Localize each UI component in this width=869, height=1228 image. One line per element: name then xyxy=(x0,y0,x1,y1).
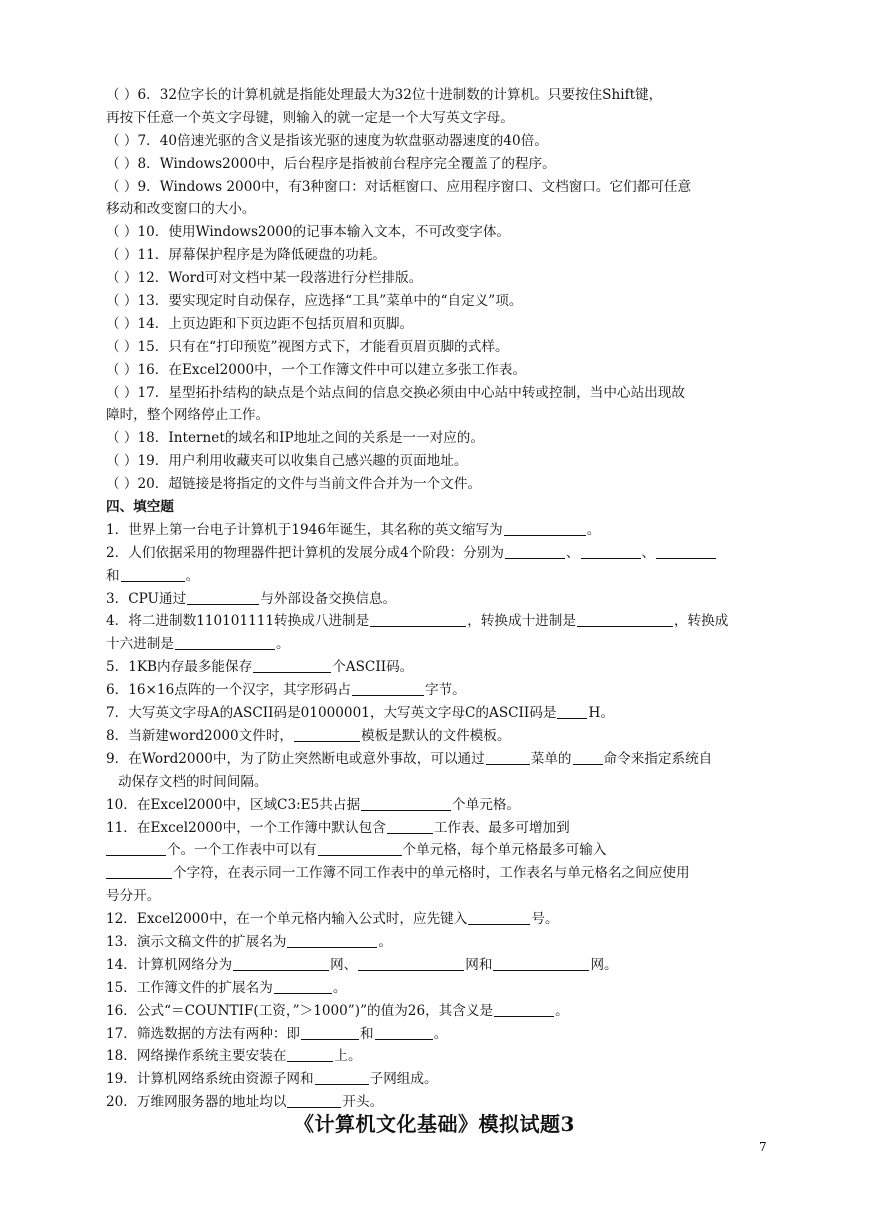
answer-blank[interactable] xyxy=(121,566,185,582)
answer-blank[interactable] xyxy=(294,726,360,742)
question-text: 4．将二进制数110101111转换成八进制是 xyxy=(106,613,370,630)
answer-blank[interactable] xyxy=(287,932,377,948)
answer-blank[interactable] xyxy=(106,840,166,856)
judgement-item-6-line-1: （ ）6．32位字长的计算机就是指能处理最大为32位十进制数的计算机。只要按住Shift键， xyxy=(106,87,663,103)
question-text: 和 xyxy=(106,567,120,584)
judgement-item-11: （ ）11．屏幕保护程序是为降低硬盘的功耗。 xyxy=(106,247,386,264)
answer-blank[interactable] xyxy=(318,840,402,856)
page-content xyxy=(106,84,766,1114)
answer-blank[interactable] xyxy=(315,1069,369,1085)
question-text: 。 xyxy=(586,521,601,538)
question-text: 3．CPU通过 xyxy=(106,590,187,607)
fill-question-11-line-1 xyxy=(106,817,766,840)
answer-blank[interactable] xyxy=(352,680,424,696)
answer-blank[interactable] xyxy=(375,1024,433,1040)
judgement-item-10: （ ）10．使用Windows2000的记事本输入文本，不可改变字体。 xyxy=(106,224,511,241)
answer-blank[interactable] xyxy=(504,520,586,536)
question-text: 个ASCII码。 xyxy=(332,659,414,676)
fill-question-19 xyxy=(106,1068,766,1091)
answer-blank[interactable] xyxy=(361,795,451,811)
fill-question-4-line-1 xyxy=(106,610,766,633)
fill-question-18 xyxy=(106,1045,766,1068)
question-text: 子网组成。 xyxy=(369,1071,438,1088)
question-text: 15．工作簿文件的扩展名为 xyxy=(106,979,273,996)
fill-question-11-line-2 xyxy=(106,839,766,862)
question-text: ，转换成十进制是 xyxy=(467,613,576,630)
question-text: 命令来指定系统自 xyxy=(603,750,713,767)
answer-blank[interactable] xyxy=(175,634,275,650)
answer-blank[interactable] xyxy=(106,863,172,879)
page-number: 7 xyxy=(759,1140,767,1154)
question-text: 17．筛选数据的方法有两种：即 xyxy=(106,1025,301,1042)
question-text: 。 xyxy=(275,636,290,653)
question-text: 网、 xyxy=(330,956,358,973)
answer-blank[interactable] xyxy=(573,749,603,765)
question-text: ，转换成 xyxy=(673,613,729,630)
answer-blank[interactable] xyxy=(287,1046,333,1062)
fill-question-17 xyxy=(106,1023,766,1046)
answer-blank[interactable] xyxy=(493,955,589,971)
question-text: 。 xyxy=(332,979,347,996)
judgement-item-7: （ ）7．40倍速光驱的含义是指该光驱的速度为软盘驱动器速度的40倍。 xyxy=(106,132,548,149)
question-text: 6．16×16点阵的一个汉字，其字形码占 xyxy=(106,682,351,699)
question-text: 5．1KB内存最多能保存 xyxy=(106,659,253,676)
question-text: 13．演示文稿文件的扩展名为 xyxy=(106,933,287,950)
question-text: 18．网络操作系统主要安装在 xyxy=(106,1048,287,1065)
fill-question-16 xyxy=(106,1000,766,1023)
question-text: 7．大写英文字母A的ASCII码是01000001，大写英文字母C的ASCII码是 xyxy=(106,705,557,722)
answer-blank[interactable] xyxy=(468,909,530,925)
question-text: 模板是默认的文件模板。 xyxy=(361,727,511,744)
judgement-item-19: （ ）19．用户利用收藏夹可以收集自己感兴趣的页面地址。 xyxy=(106,453,468,470)
answer-blank[interactable] xyxy=(581,543,641,559)
question-text: 16．公式“＝COUNTIF(工资，”＞1000”)”的值为26，其含义是 xyxy=(106,1002,494,1019)
answer-blank[interactable] xyxy=(486,749,530,765)
question-text: 开头。 xyxy=(342,1094,384,1111)
section-heading-fill-in: 四、填空题 xyxy=(106,499,174,516)
question-text: 12．Excel2000中，在一个单元格内输入公式时，应先键入 xyxy=(106,911,468,928)
question-text: 20．万维网服务器的地址均以 xyxy=(106,1094,287,1111)
fill-question-4-line-2 xyxy=(106,633,766,656)
fill-question-2-line-2 xyxy=(106,565,766,588)
fill-question-15 xyxy=(106,977,766,1000)
question-text: 十六进制是 xyxy=(106,636,174,653)
answer-blank[interactable] xyxy=(301,1024,359,1040)
fill-question-13 xyxy=(106,931,766,954)
answer-blank[interactable] xyxy=(274,978,332,994)
question-text: 11．在Excel2000中，一个工作簿中默认包含 xyxy=(106,819,386,836)
question-text: 号。 xyxy=(531,911,559,928)
fill-question-14 xyxy=(106,954,766,977)
question-text: 。 xyxy=(433,1025,448,1042)
question-text: 网。 xyxy=(590,956,618,973)
judgement-item-9-line-1: （ ）9．Windows 2000中，有3种窗口：对话框窗口、应用程序窗口、文档窗口。它们都可任意 xyxy=(106,178,692,195)
question-text: 9．在Word2000中，为了防止突然断电或意外事故，可以通过 xyxy=(106,750,485,767)
fill-question-10 xyxy=(106,794,766,817)
question-text: 。 xyxy=(555,1002,569,1019)
question-text: 上。 xyxy=(334,1048,362,1065)
fill-question-6 xyxy=(106,679,766,702)
fill-question-9-line-2: 动保存文档的时间间隔。 xyxy=(118,773,268,790)
question-text: 。 xyxy=(378,933,393,950)
fill-question-1 xyxy=(106,519,766,542)
judgement-item-17-line-1: （ ）17．星型拓扑结构的缺点是个站点间的信息交换必须由中心站中转或控制，当中心站出现故 xyxy=(106,384,685,401)
question-text: 1．世界上第一台电子计算机于1946年诞生，其名称的英文缩写为 xyxy=(106,521,503,538)
fill-question-12 xyxy=(106,908,766,931)
answer-blank[interactable] xyxy=(370,611,466,627)
answer-blank[interactable] xyxy=(494,1001,554,1017)
question-text: 工作表、最多可增加到 xyxy=(433,819,570,836)
question-text: 个单元格，每个单元格最多可输入 xyxy=(402,842,607,859)
judgement-item-18: （ ）18．Internet的域名和IP地址之间的关系是一一对应的。 xyxy=(106,430,484,447)
question-text: 个字符，在表示同一工作簿不同工作表中的单元格时，工作表名与单元格名之间应使用 xyxy=(173,865,690,882)
answer-blank[interactable] xyxy=(577,611,673,627)
question-text: 、 xyxy=(565,544,580,561)
answer-blank[interactable] xyxy=(557,703,587,719)
question-text: 、 xyxy=(641,544,656,561)
question-text: 和 xyxy=(360,1025,374,1042)
question-text: 19．计算机网络系统由资源子网和 xyxy=(106,1071,314,1088)
question-text: 14．计算机网络分为 xyxy=(106,956,233,973)
fill-question-2-line-1 xyxy=(106,542,766,565)
judgement-item-20: （ ）20．超链接是将指定的文件与当前文件合并为一个文件。 xyxy=(106,476,482,493)
answer-blank[interactable] xyxy=(233,955,329,971)
judgement-item-13: （ ）13．要实现定时自动保存，应选择“工具”菜单中的“自定义”项。 xyxy=(106,293,523,310)
judgement-item-6-line-2: 再按下任意一个英文字母键，则输入的就一定是一个大写英文字母。 xyxy=(106,109,514,126)
fill-question-11-line-4: 号分开。 xyxy=(106,888,161,905)
answer-blank[interactable] xyxy=(187,589,259,605)
answer-blank[interactable] xyxy=(656,543,716,559)
question-text: 。 xyxy=(185,567,200,584)
question-text: 网和 xyxy=(465,956,493,973)
question-text: 字节。 xyxy=(424,682,466,699)
question-text: 菜单的 xyxy=(530,750,572,767)
fill-question-3 xyxy=(106,588,766,611)
fill-question-11-line-3 xyxy=(106,862,766,885)
fill-question-7 xyxy=(106,702,766,725)
answer-blank[interactable] xyxy=(287,1092,341,1108)
answer-blank[interactable] xyxy=(505,543,565,559)
document-title: 《计算机文化基础》模拟试题3 xyxy=(294,1112,575,1136)
judgement-item-16: （ ）16．在Excel2000中，一个工作簿文件中可以建立多张工作表。 xyxy=(106,361,527,378)
question-text: 10．在Excel2000中，区域C3:E5共占据 xyxy=(106,796,361,813)
judgement-item-8: （ ）8．Windows2000中，后台程序是指被前台程序完全覆盖了的程序。 xyxy=(106,155,556,172)
question-text: 个单元格。 xyxy=(452,796,521,813)
question-text: H。 xyxy=(588,705,614,722)
answer-blank[interactable] xyxy=(358,955,464,971)
judgement-item-14: （ ）14．上页边距和下页边距不包括页眉和页脚。 xyxy=(106,315,414,332)
question-text: 个。一个工作表中可以有 xyxy=(167,842,317,859)
question-text: 2．人们依据采用的物理器件把计算机的发展分成4个阶段：分别为 xyxy=(106,544,504,561)
question-text: 8．当新建word2000文件时， xyxy=(106,727,294,744)
fill-question-9-line-1 xyxy=(106,748,766,771)
judgement-item-17-line-2: 障时，整个网络停止工作。 xyxy=(106,407,270,424)
question-text: 与外部设备交换信息。 xyxy=(260,590,397,607)
fill-question-8 xyxy=(106,725,766,748)
answer-blank[interactable] xyxy=(253,657,331,673)
answer-blank[interactable] xyxy=(387,818,433,834)
fill-question-5 xyxy=(106,656,766,679)
judgement-item-9-line-2: 移动和改变窗口的大小。 xyxy=(106,201,256,218)
judgement-item-15: （ ）15．只有在“打印预览”视图方式下，才能看页眉页脚的式样。 xyxy=(106,338,509,355)
judgement-item-12: （ ）12．Word可对文档中某一段落进行分栏排版。 xyxy=(106,270,423,287)
